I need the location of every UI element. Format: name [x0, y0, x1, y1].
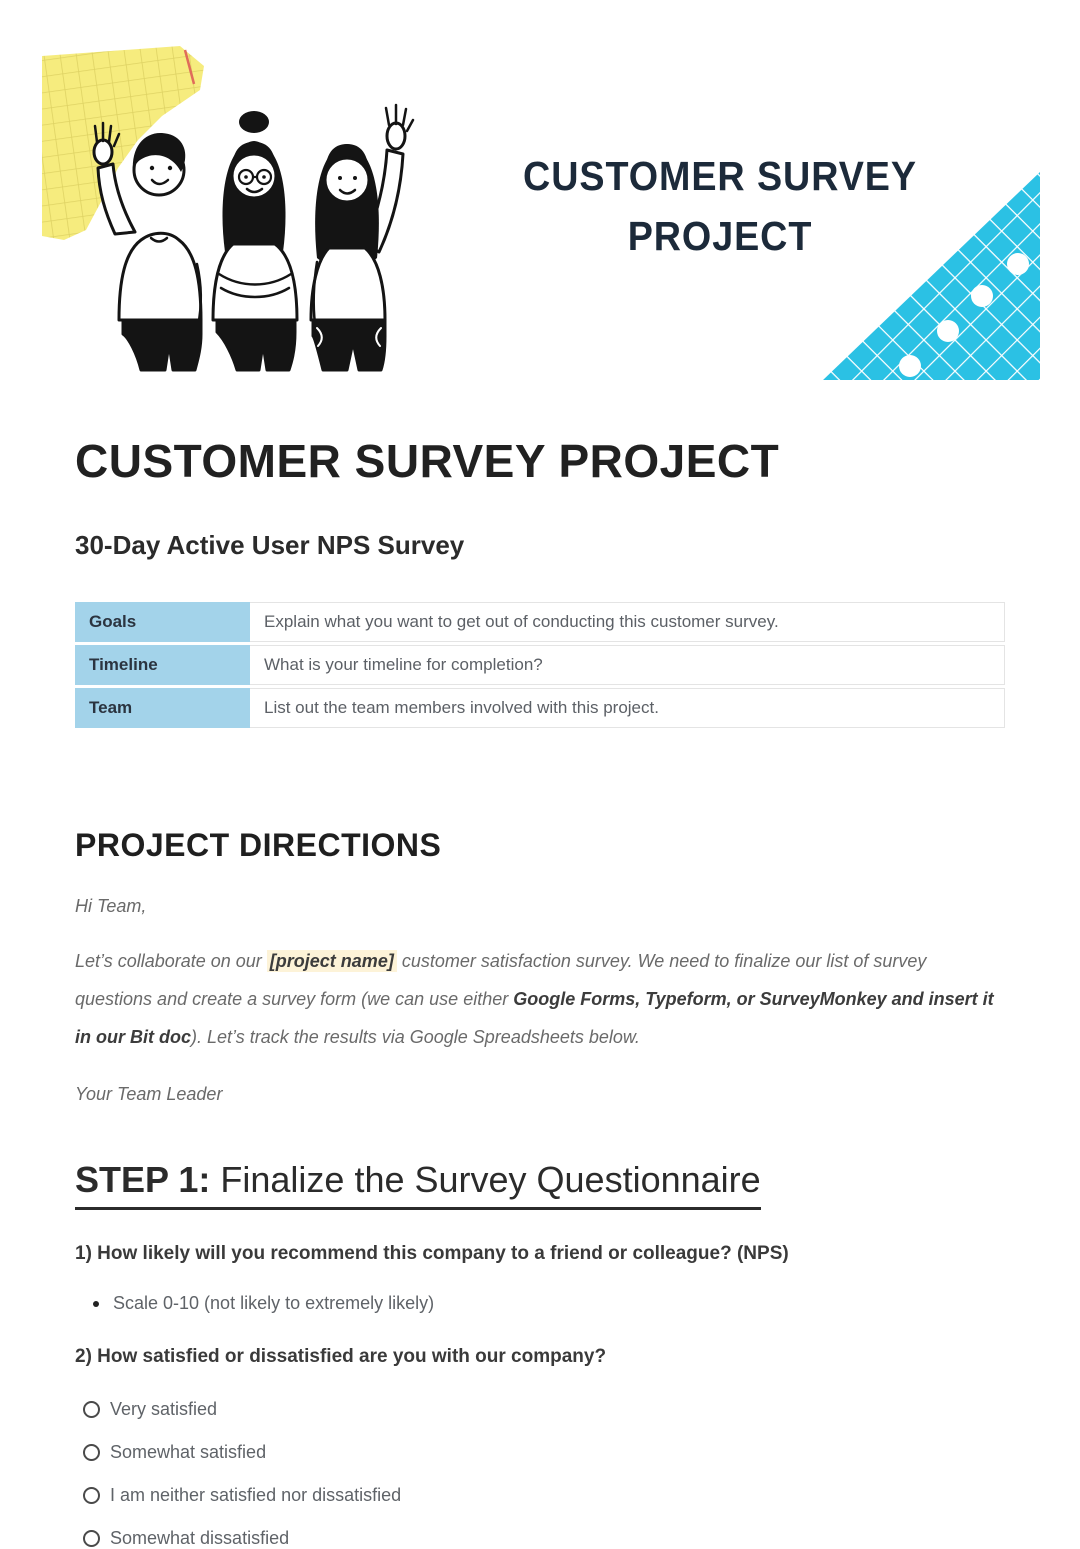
radio-option-somewhat-satisfied[interactable] — [75, 1441, 1005, 1463]
bullet-icon — [93, 1301, 99, 1307]
step1-heading-rest: Finalize the Survey Questionnaire — [210, 1159, 761, 1201]
radio-icon[interactable] — [83, 1487, 100, 1504]
document-body — [0, 434, 1080, 1549]
goals-label: Goals — [75, 602, 250, 642]
page-title: CUSTOMER SURVEY PROJECT — [75, 435, 780, 487]
signature-text: Your Team Leader — [75, 1084, 223, 1105]
project-info-table — [75, 599, 1005, 731]
page-subtitle: 30-Day Active User NPS Survey — [75, 530, 465, 560]
banner-title — [485, 146, 954, 266]
paragraph-bold-tools: Google Forms, Typeform, or SurveyMonkey and insert it in our Bit doc — [75, 988, 994, 1047]
banner-title-line1: CUSTOMER SURVEY — [523, 153, 917, 199]
timeline-value[interactable]: What is your timeline for completion? — [250, 645, 1005, 685]
table-row-team — [75, 688, 1005, 728]
question-2-options — [75, 1398, 1005, 1549]
paragraph-part3: ). Let’s track the results via Google Spreadsheets below. — [191, 1026, 640, 1047]
radio-option-somewhat-dissatisfied[interactable] — [75, 1527, 1005, 1549]
greeting-text: Hi Team, — [75, 896, 147, 916]
radio-icon[interactable] — [83, 1401, 100, 1418]
team-label: Team — [75, 688, 250, 728]
banner — [0, 0, 1080, 392]
goals-value[interactable]: Explain what you want to get out of conducting this customer survey. — [250, 602, 1005, 642]
radio-option-label: I am neither satisfied nor dissatisfied — [110, 1484, 402, 1505]
timeline-label: Timeline — [75, 645, 250, 685]
paragraph-part1: Let’s collaborate on our — [75, 951, 267, 971]
paragraph-part2: customer satisfaction survey. We need to finalize our list of survey questions and create a survey form (we can use either — [75, 951, 927, 1009]
table-row-timeline — [75, 645, 1005, 685]
project-directions-heading: PROJECT DIRECTIONS — [75, 827, 442, 863]
question-1: 1) How likely will you recommend this company to a friend or colleague? (NPS) — [75, 1243, 789, 1265]
table-row-goals — [75, 602, 1005, 642]
radio-option-very-satisfied[interactable] — [75, 1398, 1005, 1420]
people-waving-illustration — [55, 92, 440, 372]
step1-heading — [75, 1159, 1005, 1201]
step1-label: STEP 1: — [75, 1159, 211, 1201]
radio-icon[interactable] — [83, 1530, 100, 1547]
radio-icon[interactable] — [83, 1444, 100, 1461]
bullet-text: Scale 0-10 (not likely to extremely likely) — [113, 1293, 435, 1314]
question-2: 2) How satisfied or dissatisfied are you with our company? — [75, 1346, 607, 1368]
radio-option-label: Somewhat satisfied — [110, 1441, 267, 1462]
banner-title-line2: PROJECT — [627, 213, 813, 259]
radio-option-label: Somewhat dissatisfied — [110, 1527, 290, 1548]
project-name-highlight[interactable]: [project name] — [267, 950, 397, 972]
radio-option-neither[interactable] — [75, 1484, 1005, 1506]
team-value[interactable]: List out the team members involved with this project. — [250, 688, 1005, 728]
radio-option-label: Very satisfied — [110, 1398, 218, 1419]
directions-paragraph — [75, 943, 1005, 1056]
question-1-bullet-item — [75, 1293, 1005, 1314]
